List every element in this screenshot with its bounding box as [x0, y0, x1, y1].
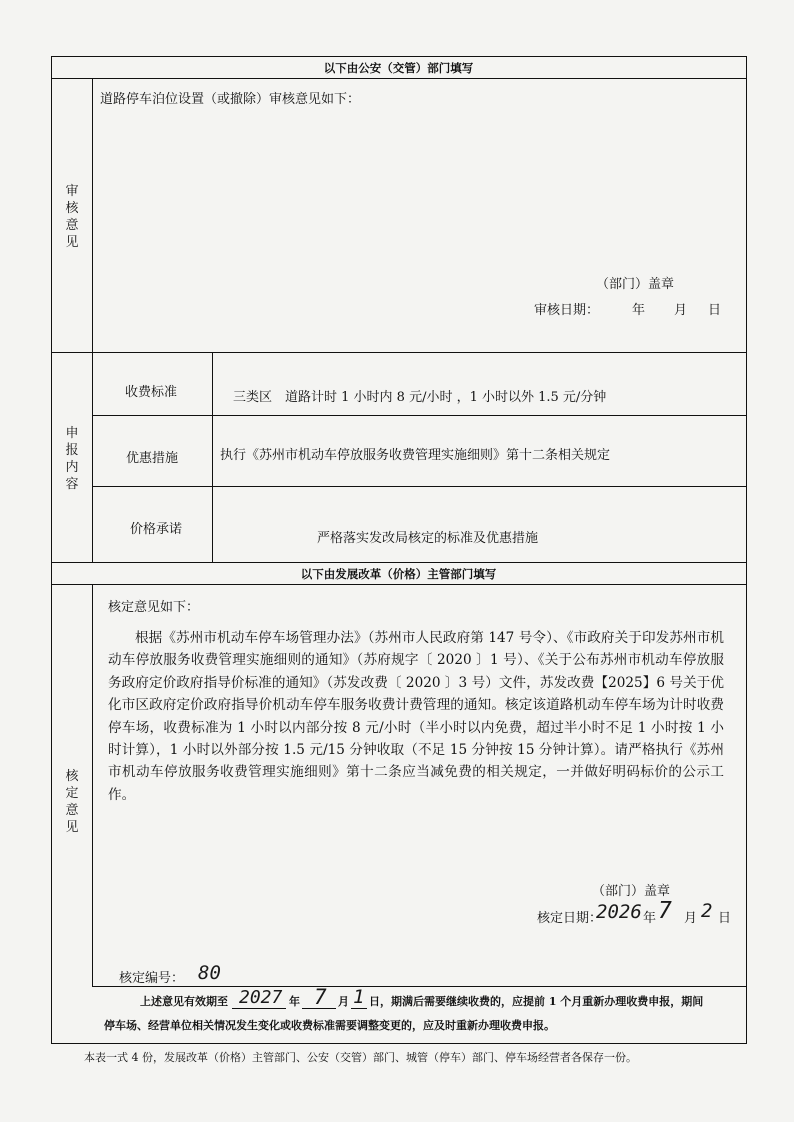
validity-year-unit: 年 [289, 995, 300, 1008]
promise-value: 严格落实发改局核定的标准及优惠措施 [317, 531, 539, 546]
footnote: 本表一式 4 份，发展改革（价格）主管部门、公安（交管）部门、城管（停车）部门、停车场经营者各保存一份。 [84, 1051, 637, 1064]
validity-month-unit: 月 [338, 995, 349, 1008]
underline [232, 1008, 286, 1009]
approval-number-label: 核定编号： [119, 971, 185, 986]
divider [92, 584, 93, 986]
review-opinion-line: 道路停车泊位设置（或撤除）审核意见如下： [100, 92, 361, 107]
divider [92, 415, 746, 416]
fee-value: 三类区 道路计时 1 小时内 8 元/小时 ，1 小时以外 1.5 元/分钟 [233, 390, 607, 405]
review-year: 年 [632, 303, 646, 318]
validity-month: 7 [314, 985, 327, 1009]
review-day: 日 [708, 303, 722, 318]
divider [92, 486, 746, 487]
underline [351, 1008, 367, 1009]
approval-day: 日 [718, 911, 732, 926]
approval-month: 月 [684, 911, 698, 926]
promise-label: 价格承诺 [130, 522, 183, 537]
validity-year: 2027 [239, 987, 283, 1008]
discount-value: 执行《苏州市机动车停放服务收费管理实施细则》第十二条相关规定 [220, 448, 611, 463]
validity-line2: 停车场、经营单位相关情况发生变化或收费标准需要调整变更的，应及时重新办理收费申报。 [104, 1019, 555, 1032]
police-section-header: 以下由公安（交管）部门填写 [323, 61, 474, 75]
fee-label: 收费标准 [125, 385, 178, 400]
approval-opinion-line: 核定意见如下： [108, 600, 200, 615]
divider [212, 352, 213, 562]
validity-day: 1 [353, 986, 365, 1008]
divider [51, 78, 746, 79]
validity-suffix: 日，期满后需要继续收费的，应提前 1 个月重新办理收费申报，期间 [369, 995, 704, 1008]
divider [92, 78, 93, 562]
approval-date-day: 2 [701, 900, 713, 922]
divider [51, 562, 746, 563]
divider [51, 352, 746, 353]
validity-prefix: 上述意见有效期至 [140, 995, 228, 1008]
approval-seal: （部门）盖章 [592, 884, 671, 899]
approval-label: 核定意见 [65, 769, 79, 835]
approval-date-year: 2026 [596, 901, 642, 923]
review-seal: （部门）盖章 [596, 277, 675, 292]
divider [92, 986, 746, 987]
approval-paragraph: 根据《苏州市机动车停车场管理办法》（苏州市人民政府第 147 号令）、《市政府关于印发苏州市机动车停放服务收费管理实施细则的通知》（苏府规字〔 2020 〕1 号）、《关于公布苏州市机动车停放服务政府定价政府指导价标准的通知》（苏发改费〔 2020 〕3 号）文件，苏发改费【2025】6 号关于优化市区政府定价政府指导价机动车停车服务收费计费管理的通知。核定该道路机动车停车场为计时收费停车场，收费标准为 1 小时以内部分按 8 元/小时（半小时以内免费，超过半小时不足 1 小时按 1 小时计算），1 小时以外部分按 1.5 元/15 分钟收取（不足 15 分钟按 15 分钟计算）。请严格执行《苏州市机动车停放服务收费管理实施细则》第十二条应当减免费的相关规定，一并做好明码标价的公示工作。 [108, 630, 724, 803]
review-date-label: 审核日期： [534, 303, 600, 318]
review-month: 月 [674, 303, 688, 318]
discount-label: 优惠措施 [126, 451, 179, 466]
approval-date-month: 7 [658, 898, 672, 924]
application-label: 申报内容 [65, 426, 79, 492]
approval-year: 年 [643, 911, 657, 926]
approval-date-label: 核定日期： [537, 911, 603, 926]
approval-number-value: 80 [198, 962, 221, 984]
divider [51, 584, 746, 585]
dev-section-header: 以下由发展改革（价格）主管部门填写 [300, 567, 497, 581]
review-label: 审核意见 [65, 184, 79, 250]
